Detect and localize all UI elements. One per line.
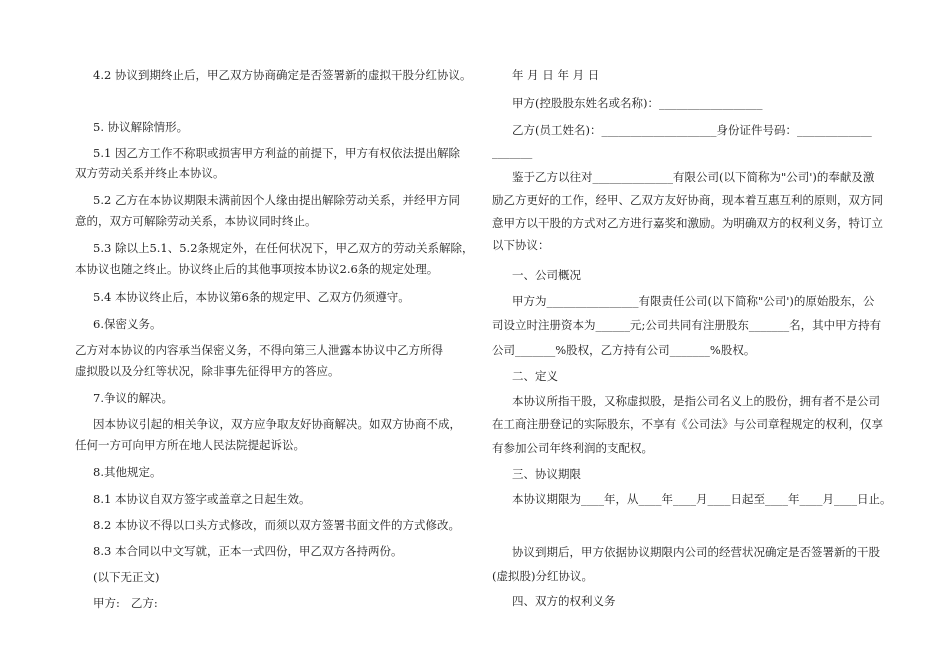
paragraph-5-4: 5.4 本协议终止后，本协议第6条的规定甲、乙双方仍须遵守。: [93, 290, 410, 304]
definition-line2: 在工商注册登记的实际股东，不享有《公司法》与公司章程规定的权利，仅享: [492, 417, 883, 431]
section-4-heading: 四、双方的权利义务: [512, 594, 616, 608]
paragraph-5-2-line2: 意的，双方可解除劳动关系，本协议同时终止。: [75, 214, 317, 228]
term-line: 本协议期限为____年，从____年____月____日起至____年____月____日止。: [512, 492, 892, 506]
paragraph-5-2-line1: 5.2 乙方在本协议期限未满前因个人缘由提出解除劳动关系，并经甲方同: [93, 193, 460, 207]
section-5-heading: 5. 协议解除情形。: [93, 120, 189, 134]
company-overview-line3: 公司_______%股权，乙方持有公司_______%股权。: [492, 343, 756, 357]
company-overview-line2: 司设立时注册资本为______元;公司共同有注册股东_______名，其中甲方持有: [492, 318, 882, 332]
preamble-line3: 意甲方以干股的方式对乙方进行嘉奖和激励。为明确双方的权利义务，特订立: [492, 216, 883, 230]
preamble-line4: 以下协议：: [492, 238, 550, 252]
renewal-line2: (虚拟股)分红协议。: [492, 569, 593, 583]
signature-line: 甲方: 乙方:: [93, 596, 158, 610]
paragraph-5-3-line1: 5.3 除以上5.1、5.2条规定外，在任何状况下，甲乙双方的劳动关系解除，: [93, 241, 474, 255]
paragraph-4-2: 4.2 协议到期终止后，甲乙双方协商确定是否签署新的虚拟干股分红协议。: [93, 68, 472, 82]
preamble-line1: 鉴于乙方以往对______________有限公司(以下简称为"公司')的奉献及激: [512, 170, 875, 184]
section-7-heading: 7.争议的解决。: [93, 391, 173, 405]
party-b-line: 乙方(员工姓名)：____________________身份证件号码：_____________: [512, 123, 872, 137]
renewal-line1: 协议到期后，甲方依据协议期限内公司的经营状况确定是否签署新的干股: [512, 545, 880, 559]
preamble-line2: 励乙方更好的工作，经甲、乙双方友好协商，现本着互惠互利的原则，双方同: [492, 193, 883, 207]
section-8-heading: 8.其他规定。: [93, 465, 162, 479]
paragraph-5-3-line2: 本协议也随之终止。协议终止后的其他事项按本协议2.6条的规定处理。: [75, 262, 439, 276]
paragraph-8-3: 8.3 本合同以中文写就，正本一式四份，甲乙双方各持两份。: [93, 544, 403, 558]
definition-line3: 有参加公司年终利润的支配权。: [492, 441, 653, 455]
section-3-heading: 三、协议期限: [512, 467, 581, 481]
definition-line1: 本协议所指干股，又称虚拟股，是指公司名义上的股份，拥有者不是公司: [512, 394, 880, 408]
section-2-heading: 二、定义: [512, 369, 558, 383]
paragraph-7-line2: 任何一方可向甲方所在地人民法院提起诉讼。: [75, 438, 305, 452]
no-further-text-note: (以下无正文): [93, 570, 160, 584]
paragraph-8-2: 8.2 本协议不得以口头方式修改，而须以双方签署书面文件的方式修改。: [93, 518, 460, 532]
company-overview-line1: 甲方为________________有限责任公司(以下简称"公司')的原始股东，公: [512, 294, 875, 308]
paragraph-5-1-line1: 5.1 因乙方工作不称职或损害甲方利益的前提下，甲方有权依法提出解除: [93, 146, 460, 160]
paragraph-8-1: 8.1 本协议自双方签字或盖章之日起生效。: [93, 492, 311, 506]
section-1-heading: 一、公司概况: [512, 268, 581, 282]
section-6-heading: 6.保密义务。: [93, 317, 162, 331]
paragraph-5-1-line2: 双方劳动关系并终止本协议。: [75, 166, 225, 180]
party-a-line: 甲方(控股股东姓名或名称)：__________________: [512, 96, 763, 110]
party-b-line-continued: _______: [492, 145, 533, 159]
paragraph-6-line2: 虚拟股以及分红等状况，除非事先征得甲方的答应。: [75, 364, 340, 378]
paragraph-7-line1: 因本协议引起的相关争议，双方应争取友好协商解决。如双方协商不成，: [93, 417, 461, 431]
date-line: 年 月 日 年 月 日: [512, 68, 600, 82]
paragraph-6-line1: 乙方对本协议的内容承当保密义务，不得向第三人泄露本协议中乙方所得: [75, 343, 443, 357]
